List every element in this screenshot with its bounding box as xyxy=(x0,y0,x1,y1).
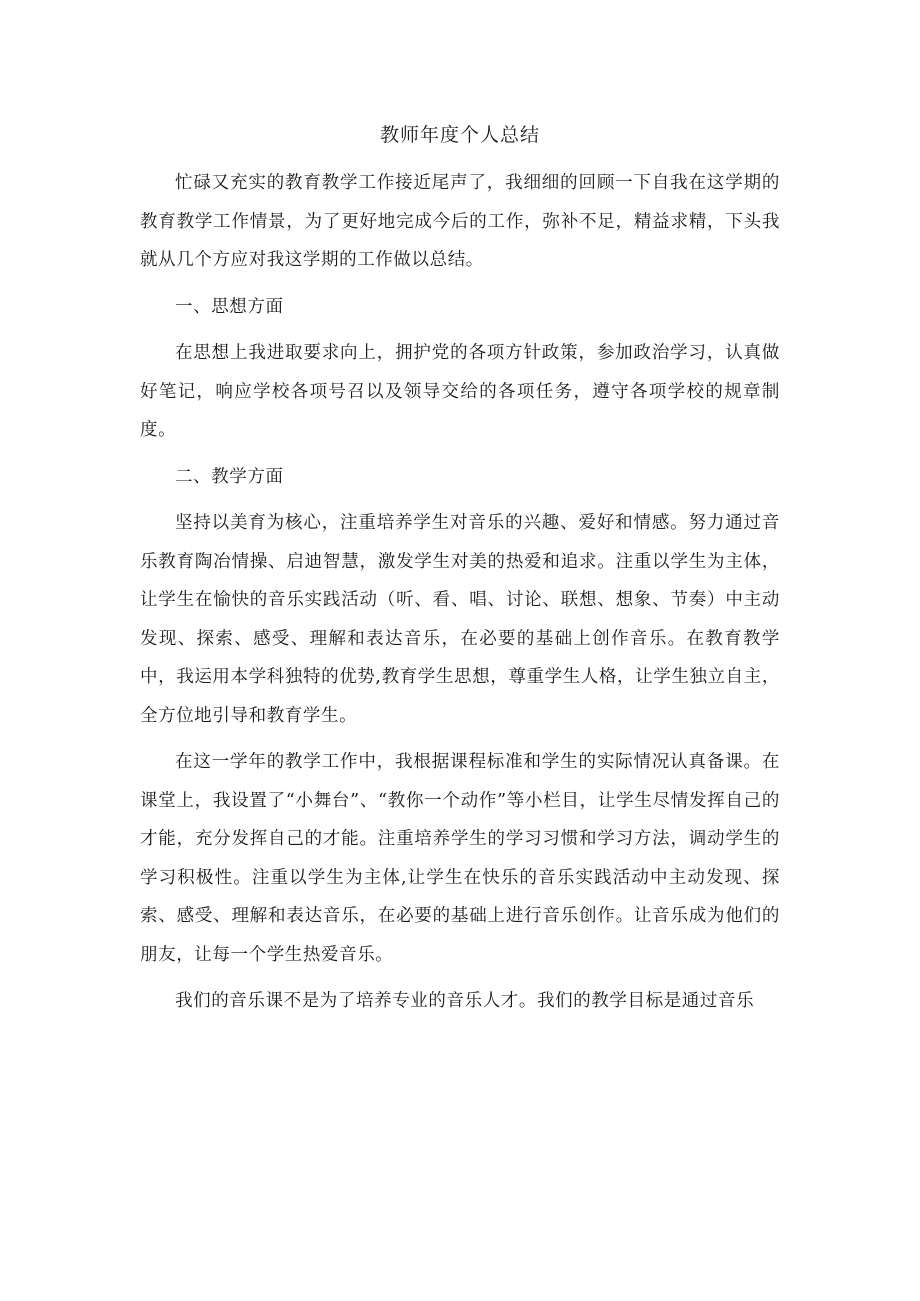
section-heading-thought: 一、思想方面 xyxy=(175,296,284,317)
document-page xyxy=(140,118,780,1029)
document-title: 教师年度个人总结 xyxy=(379,124,540,146)
paragraph-thought: 在思想上我进取要求向上，拥护党的各项方针政策，参加政治学习，认真做好笔记，响应学校各项号召以及领导交给的各项任务，遵守各项学校的规章制度。 xyxy=(140,343,780,440)
section-heading-teaching: 二、教学方面 xyxy=(175,466,284,487)
paragraph-teaching-1: 坚持以美育为核心，注重培养学生对音乐的兴趣、爱好和情感。努力通过音乐教育陶冶情操、启迪智慧，激发学生对美的热爱和追求。注重以学生为主体，让学生在愉快的音乐实践活动（听、看、唱、讨论、联想、想象、节奏）中主动发现、探索、感受、理解和表达音乐，在必要的基础上创作音乐。在教育教学中，我运用本学科独特的优势,教育学生思想，尊重学生人格，让学生独立自主，全方位地引导和教育学生。 xyxy=(140,513,780,726)
paragraph-teaching-3: 我们的音乐课不是为了培养专业的音乐人才。我们的教学目标是通过音乐 xyxy=(175,991,755,1011)
paragraph-intro: 忙碌又充实的教育教学工作接近尾声了，我细细的回顾一下自我在这学期的教育教学工作情景，为了更好地完成今后的工作，弥补不足，精益求精，下头我就从几个方应对我这学期的工作做以总结。 xyxy=(140,173,780,270)
paragraph-teaching-2: 在这一学年的教学工作中，我根据课程标准和学生的实际情况认真备课。在课堂上，我设置了“小舞台”、“教你一个动作”等小栏目，让学生尽情发挥自己的才能，充分发挥自己的才能。注重培养学生的学习习惯和学习方法，调动学生的学习积极性。注重以学生为主体,让学生在快乐的音乐实践活动中主动发现、探索、感受、理解和表达音乐，在必要的基础上进行音乐创作。让音乐成为他们的朋友，让每一个学生热爱音乐。 xyxy=(140,752,780,965)
